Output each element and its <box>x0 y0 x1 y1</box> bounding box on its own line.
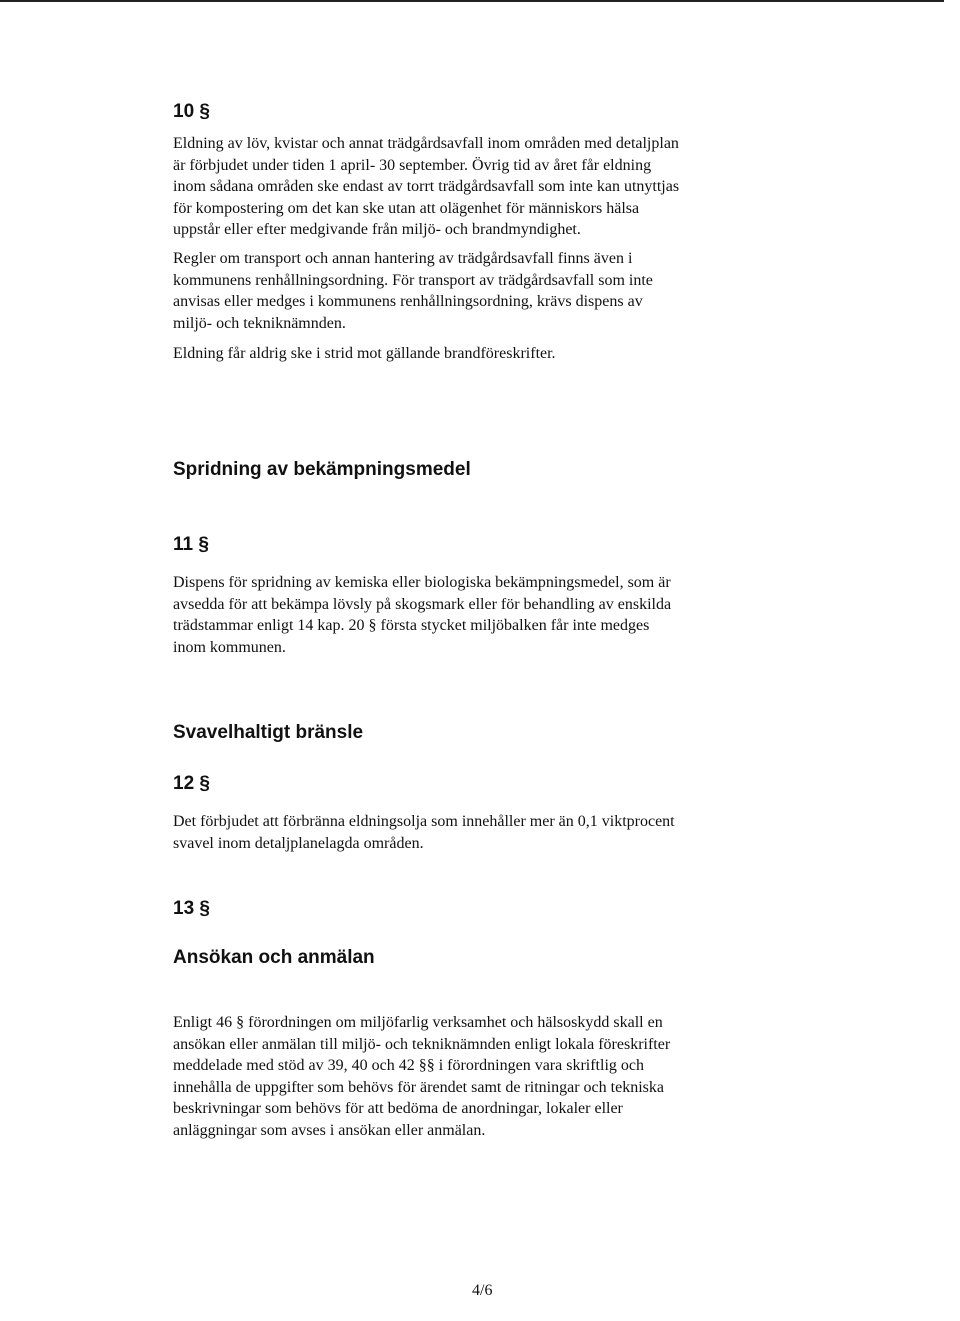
text-line: Regler om transport och annan hantering av trädgårdsavfall finns även i <box>173 250 633 267</box>
text-line: meddelade med stöd av 39, 40 och 42 §§ i förordningen vara skriftlig och <box>173 1057 644 1074</box>
section-title-svavelhaltigt: Svavelhaltigt bränsle <box>173 722 364 743</box>
text-line: anläggningar som avses i ansökan eller anmälan. <box>173 1121 486 1139</box>
text-line: beskrivningar som behövs för att bedöma de anordningar, lokaler eller <box>173 1100 623 1117</box>
section-title-spridning: Spridning av bekämpningsmedel <box>173 459 471 480</box>
text-line: är förbjudet under tiden 1 april- 30 september. Övrig tid av året får eldning <box>173 156 652 174</box>
section-11-paragraph <box>173 572 773 658</box>
section-13-paragraph <box>173 1012 773 1141</box>
text-line: miljö- och tekniknämnden. <box>173 314 346 332</box>
text-line: kommunens renhållningsordning. För transport av trädgårdsavfall som inte <box>173 271 653 289</box>
text-line: för kompostering om det kan ske utan att olägenhet för människors hälsa <box>173 199 640 217</box>
section-10-paragraph-3: Eldning får aldrig ske i strid mot gällande brandföreskrifter. <box>173 345 556 362</box>
text-line: svavel inom detaljplanelagda områden. <box>173 834 424 852</box>
section-10-paragraph-2 <box>173 248 773 334</box>
text-line: anvisas eller medges i kommunens renhållningsordning, krävs dispens av <box>173 293 643 310</box>
section-title-ansokan: Ansökan och anmälan <box>173 947 375 968</box>
text-line: Dispens för spridning av kemiska eller biologiska bekämpningsmedel, som är <box>173 574 671 591</box>
section-11-heading: 11 § <box>173 534 209 555</box>
text-line: Det förbjudet att förbränna eldningsolja som innehåller mer än 0,1 viktprocent <box>173 813 675 830</box>
section-10-heading: 10 § <box>173 101 210 122</box>
top-rule <box>0 0 944 2</box>
text-line: inom kommunen. <box>173 638 286 656</box>
page-number: 4/6 <box>472 1282 493 1299</box>
text-line: inom sådana områden ske endast av torrt trädgårdsavfall som inte kan utnyttjas <box>173 178 680 195</box>
text-line: trädstammar enligt 14 kap. 20 § första stycket miljöbalken får inte medges <box>173 617 650 634</box>
text-line: avsedda för att bekämpa lövsly på skogsmark eller för behandling av enskilda <box>173 595 672 613</box>
section-10-paragraph-1 <box>173 133 773 241</box>
section-13-heading: 13 § <box>173 898 210 919</box>
section-12-heading: 12 § <box>173 773 210 794</box>
text-line: uppstår eller efter medgivande från miljö- och brandmyndighet. <box>173 221 581 238</box>
text-line: innehålla de uppgifter som behövs för ärendet samt de ritningar och tekniska <box>173 1078 664 1096</box>
text-line: Enligt 46 § förordningen om miljöfarlig verksamhet och hälsoskydd skall en <box>173 1014 663 1031</box>
section-12-paragraph <box>173 811 773 854</box>
text-line: ansökan eller anmälan till miljö- och tekniknämnden enligt lokala föreskrifter <box>173 1035 671 1053</box>
text-line: Eldning av löv, kvistar och annat trädgårdsavfall inom områden med detaljplan <box>173 135 679 152</box>
